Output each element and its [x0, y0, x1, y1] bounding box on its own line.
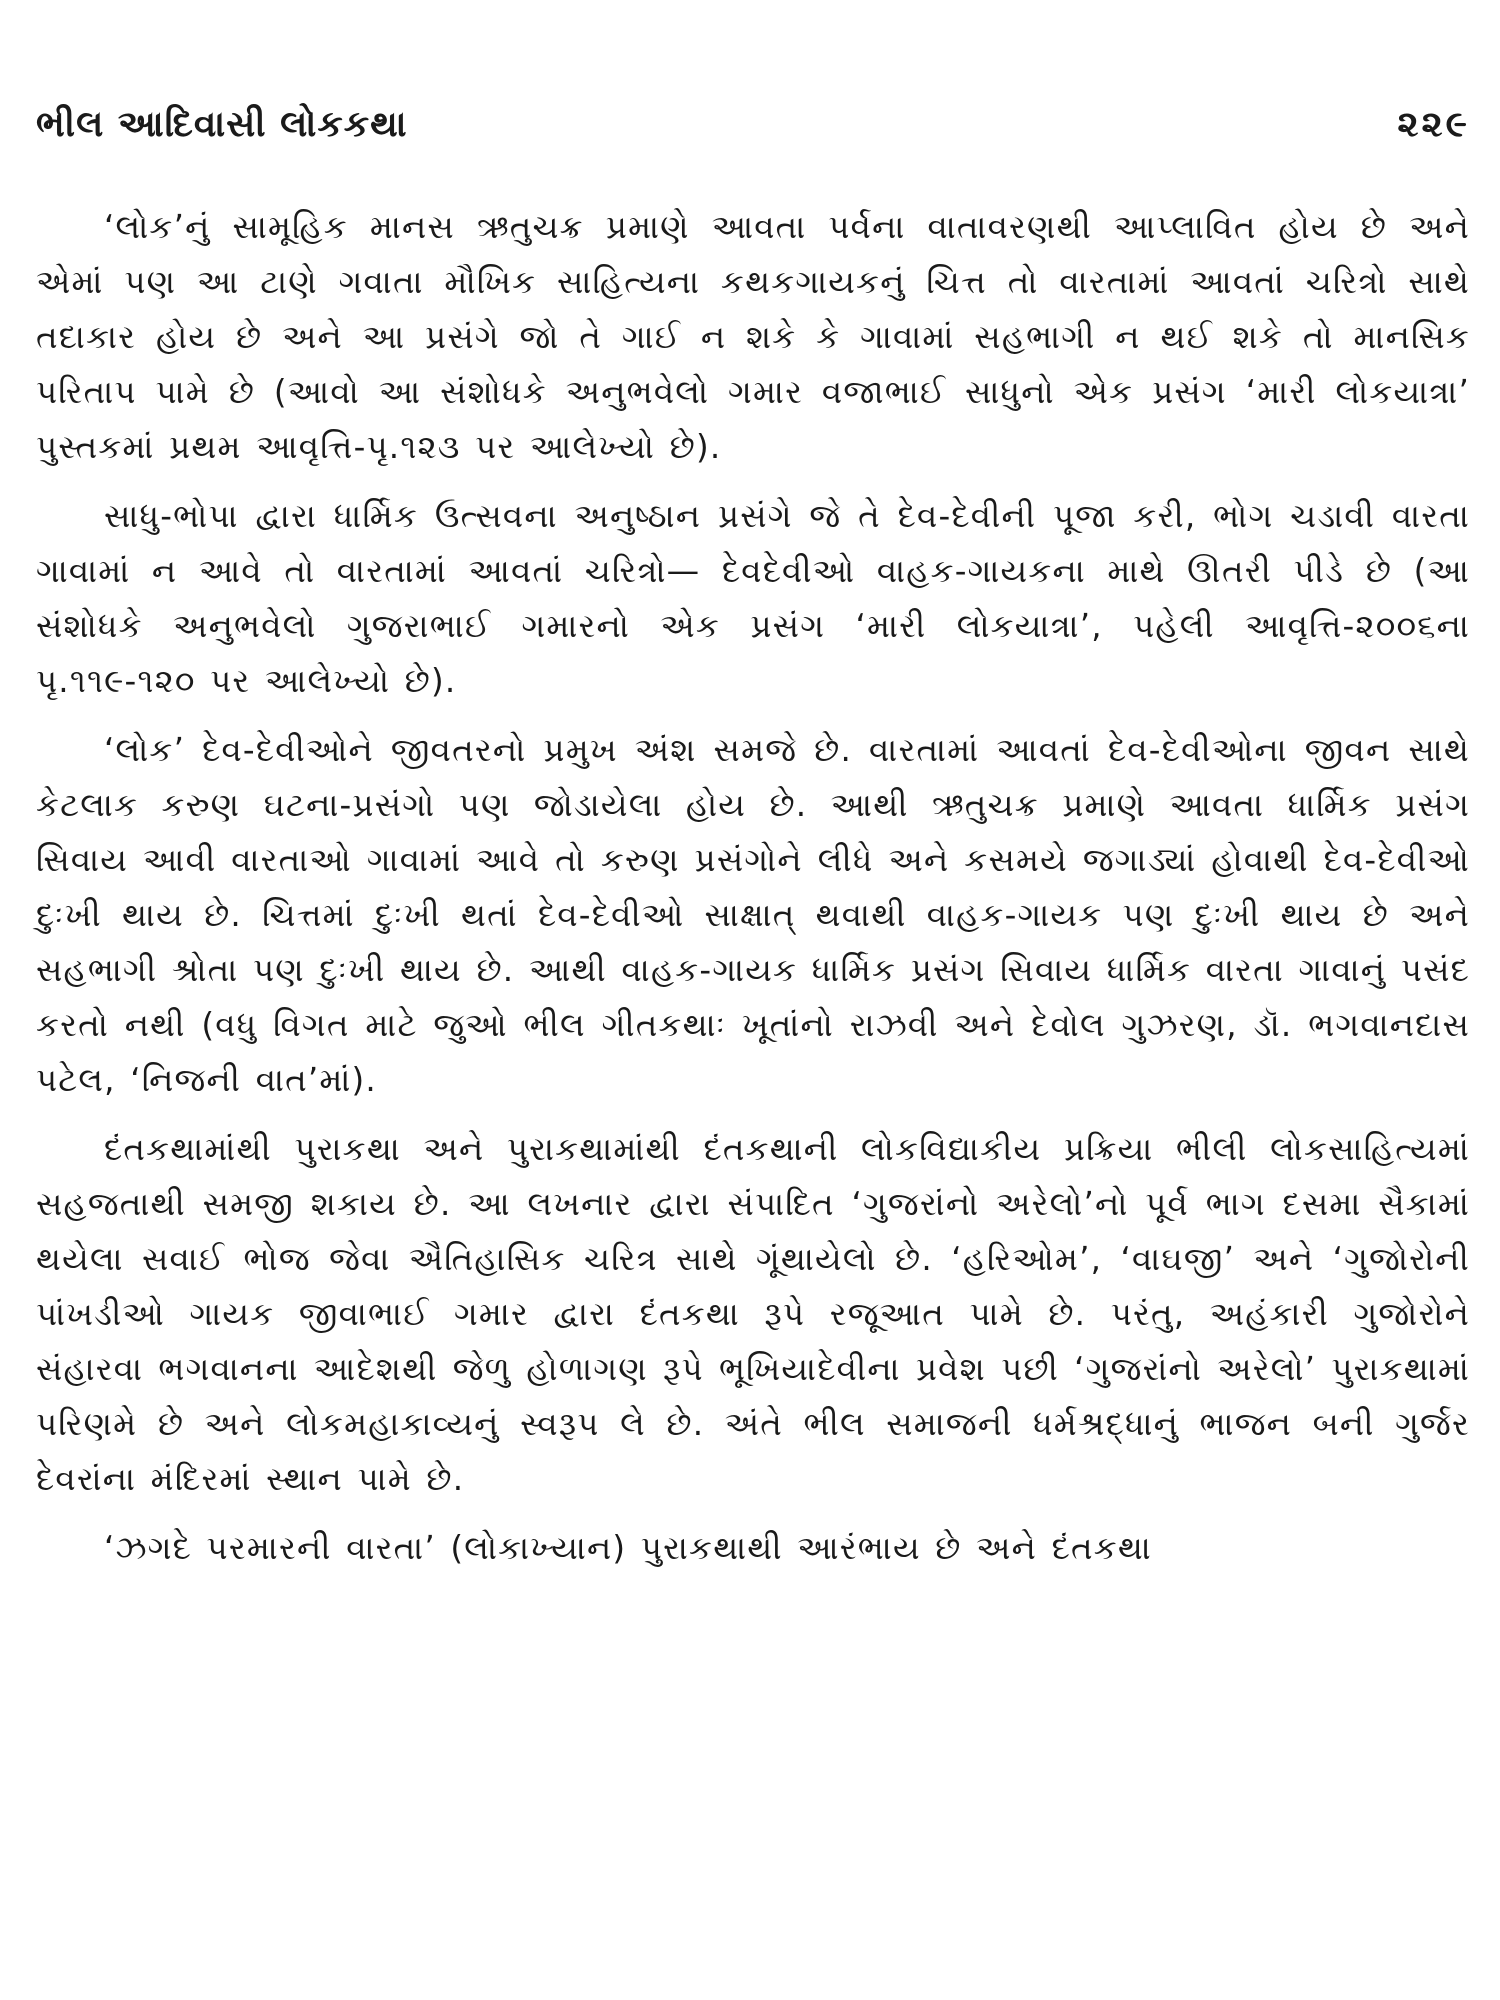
running-title: ભીલ આદિવાસી લોકકથા	[36, 104, 408, 145]
paragraph: ‘લોક’ દેવ-દેવીઓને જીવતરનો પ્રમુખ અંશ સમજે છે. વારતામાં આવતાં દેવ-દેવીઓના જીવન સાથે કેટલાક કરુણ ઘટના-પ્રસંગો પણ જોડાયેલા હોય છે. આથી ઋતુચક્ર પ્રમાણે આવતા ધાર્મિક પ્રસંગ સિવાય આવી વારતાઓ ગાવામાં આવે તો કરુણ પ્રસંગોને લીધે અને કસમયે જગાડ્યાં હોવાથી દેવ-દેવીઓ દુઃખી થાય છે. ચિત્તમાં દુઃખી થતાં દેવ-દેવીઓ સાક્ષાત્ થવાથી વાહક-ગાયક પણ દુઃખી થાય છે અને સહભાગી શ્રોતા પણ દુઃખી થાય છે. આથી વાહક-ગાયક ધાર્મિક પ્રસંગ સિવાય ધાર્મિક વારતા ગાવાનું પસંદ કરતો નથી (વધુ વિગત માટે જુઓ ભીલ ગીતકથાઃ ખૂતાંનો રાઝવી અને દેવોલ ગુઝરણ, ડૉ. ભગવાનદાસ પટેલ, ‘નિજની વાત’માં).	[36, 731, 1470, 1099]
paragraph: સાધુ-ભોપા દ્વારા ધાર્મિક ઉત્સવના અનુષ્ઠાન પ્રસંગે જે તે દેવ-દેવીની પૂજા કરી, ભોગ ચડાવી વારતા ગાવામાં ન આવે તો વારતામાં આવતાં ચરિત્રો— દેવદેવીઓ વાહક-ગાયકના માથે ઊતરી પીડે છે (આ સંશોધકે અનુભવેલો ગુજરાભાઈ ગમારનો એક પ્રસંગ ‘મારી લોકયાત્રા’, પહેલી આવૃત્તિ-૨૦૦૬ના પૃ.૧૧૯-૧૨૦ પર આલેખ્યો છે).	[36, 497, 1470, 700]
paragraph: ‘લોક’નું સામૂહિક માનસ ઋતુચક્ર પ્રમાણે આવતા પર્વના વાતાવરણથી આપ્લાવિત હોય છે અને એમાં પણ આ ટાણે ગવાતા મૌખિક સાહિત્યના કથકગાયકનું ચિત્ત તો વારતામાં આવતાં ચરિત્રો સાથે તદાકાર હોય છે અને આ પ્રસંગે જો તે ગાઈ ન શકે કે ગાવામાં સહભાગી ન થઈ શકે તો માનસિક પરિતાપ પામે છે (આવો આ સંશોધકે અનુભવેલો ગમાર વજાભાઈ સાધુનો એક પ્રસંગ ‘મારી લોકયાત્રા’ પુસ્તકમાં પ્રથમ આવૃત્તિ-પૃ.૧૨૩ પર આલેખ્યો છે).	[36, 208, 1470, 466]
page-header	[36, 104, 1470, 160]
paragraph: ‘ઝગદે પરમારની વારતા’ (લોકાખ્યાન) પુરાકથાથી આરંભાય છે અને દંતકથા	[104, 1529, 1152, 1567]
paragraph: દંતકથામાંથી પુરાકથા અને પુરાકથામાંથી દંતકથાની લોકવિદ્યાકીય પ્રક્રિયા ભીલી લોકસાહિત્યમાં સહજતાથી સમજી શકાય છે. આ લખનાર દ્વારા સંપાદિત ‘ગુજરાંનો અરેલો’નો પૂર્વ ભાગ દસમા સૈકામાં થયેલા સવાઈ ભોજ જેવા ઐતિહાસિક ચરિત્ર સાથે ગૂંથાયેલો છે. ‘હરિઓમ’, ‘વાઘજી’ અને ‘ગુજોરોની પાંખડીઓ ગાયક જીવાભાઈ ગમાર દ્વારા દંતકથા રૂપે રજૂઆત પામે છે. પરંતુ, અહંકારી ગુજોરોને સંહારવા ભગવાનના આદેશથી જેળુ હોળાગણ રૂપે ભૂખિયાદેવીના પ્રવેશ પછી ‘ગુજરાંનો અરેલો’ પુરાકથામાં પરિણમે છે અને લોકમહાકાવ્યનું સ્વરૂપ લે છે. અંતે ભીલ સમાજની ધર્મશ્રદ્ધાનું ભાજન બની ગુર્જર દેવરાંના મંદિરમાં સ્થાન પામે છે.	[36, 1130, 1470, 1498]
body-text	[36, 200, 1470, 1576]
page-number: ૨૨૯	[1397, 104, 1470, 145]
